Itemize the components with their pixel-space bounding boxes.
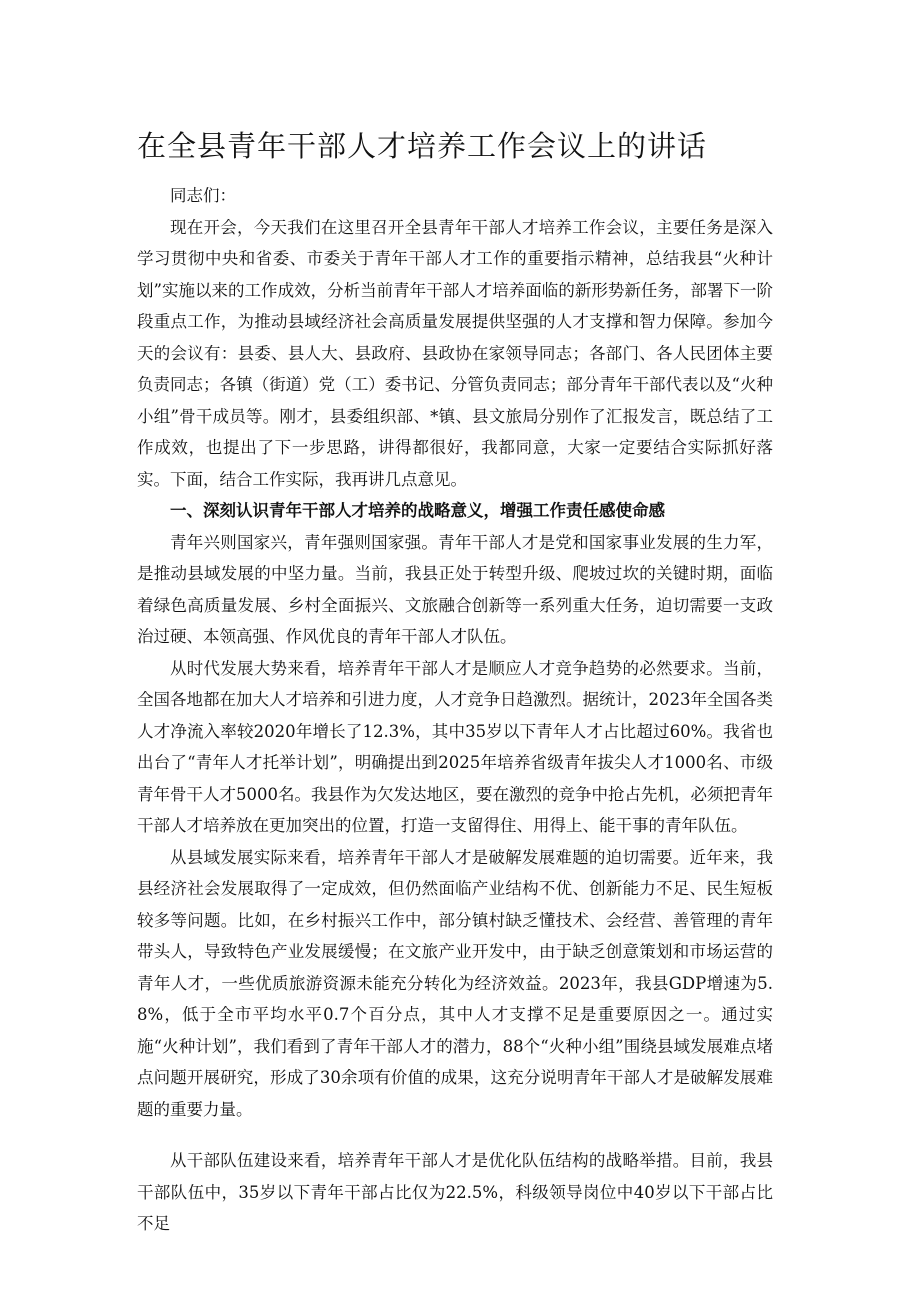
body-paragraph: 从干部队伍建设来看，培养青年干部人才是优化队伍结构的战略举措。目前，我县干部队伍中，35岁以下青年干部占比仅为22.5%，科级领导岗位中40岁以下干部占比不足 [137,1151,773,1233]
body-paragraph: 从县域发展实际来看，培养青年干部人才是破解发展难题的迫切需要。近年来，我县经济社会发展取得了一定成效，但仍然面临产业结构不优、创新能力不足、民生短板较多等问题。比如，在乡村振兴工作中，部分镇村缺乏懂技术、会经营、善管理的青年带头人，导致特色产业发展缓慢；在文旅产业开发中，由于缺乏创意策划和市场运营的青年人才，一些优质旅游资源未能充分转化为经济效益。2023年，我县GDP增速为5.8%，低于全市平均水平0.7个百分点，其中人才支撑不足是重要原因之一。通过实施“火种计划”，我们看到了青年干部人才的潜力，88个“火种小组”围绕县域发展难点堵点问题开展研究，形成了30余项有价值的成果，这充分说明青年干部人才是破解发展难题的重要力量。 [137,847,773,1119]
opening-paragraph: 现在开会，今天我们在这里召开全县青年干部人才培养工作会议，主要任务是深入学习贯彻中央和省委、市委关于青年干部人才工作的重要指示精神，总结我县“火种计划”实施以来的工作成效，分析当前青年干部人才培养面临的新形势新任务，部署下一阶段重点工作，为推动县域经济社会高质量发展提供坚强的人才支撑和智力保障。参加今天的会议有：县委、县人大、县政府、县政协在家领导同志；各部门、各人民团体主要负责同志；各镇（街道）党（工）委书记、分管负责同志；部分青年干部代表以及“火种小组”骨干成员等。刚才，县委组织部、*镇、县文旅局分别作了汇报发言，既总结了工作成效，也提出了下一步思路，讲得都很好，我都同意，大家一定要结合实际抓好落实。下面，结合工作实际，我再讲几点意见。 [137,217,773,489]
body-paragraph: 青年兴则国家兴，青年强则国家强。青年干部人才是党和国家事业发展的生力军，是推动县域发展的中坚力量。当前，我县正处于转型升级、爬坡过坎的关键时期，面临着绿色高质量发展、乡村全面振兴、文旅融合创新等一系列重大任务，迫切需要一支政治过硬、本领高强、作风优良的青年干部人才队伍。 [137,532,773,646]
section-heading-1: 一、深刻认识青年干部人才培养的战略意义，增强工作责任感使命感 [170,501,665,520]
document-title: 在全县青年干部人才培养工作会议上的讲话 [137,129,708,163]
body-paragraph: 从时代发展大势来看，培养青年干部人才是顺应人才竞争趋势的必然要求。当前，全国各地都在加大人才培养和引进力度，人才竞争日趋激烈。据统计，2023年全国各类人才净流入率较2020年增长了12.3%，其中35岁以下青年人才占比超过60%。我省也出台了“青年人才托举计划”，明确提出到2025年培养省级青年拔尖人才1000名、市级青年骨干人才5000名。我县作为欠发达地区，要在激烈的竞争中抢占先机，必须把青年干部人才培养放在更加突出的位置，打造一支留得住、用得上、能干事的青年队伍。 [137,658,773,835]
salutation: 同志们： [170,186,236,205]
document-page [137,120,773,1240]
